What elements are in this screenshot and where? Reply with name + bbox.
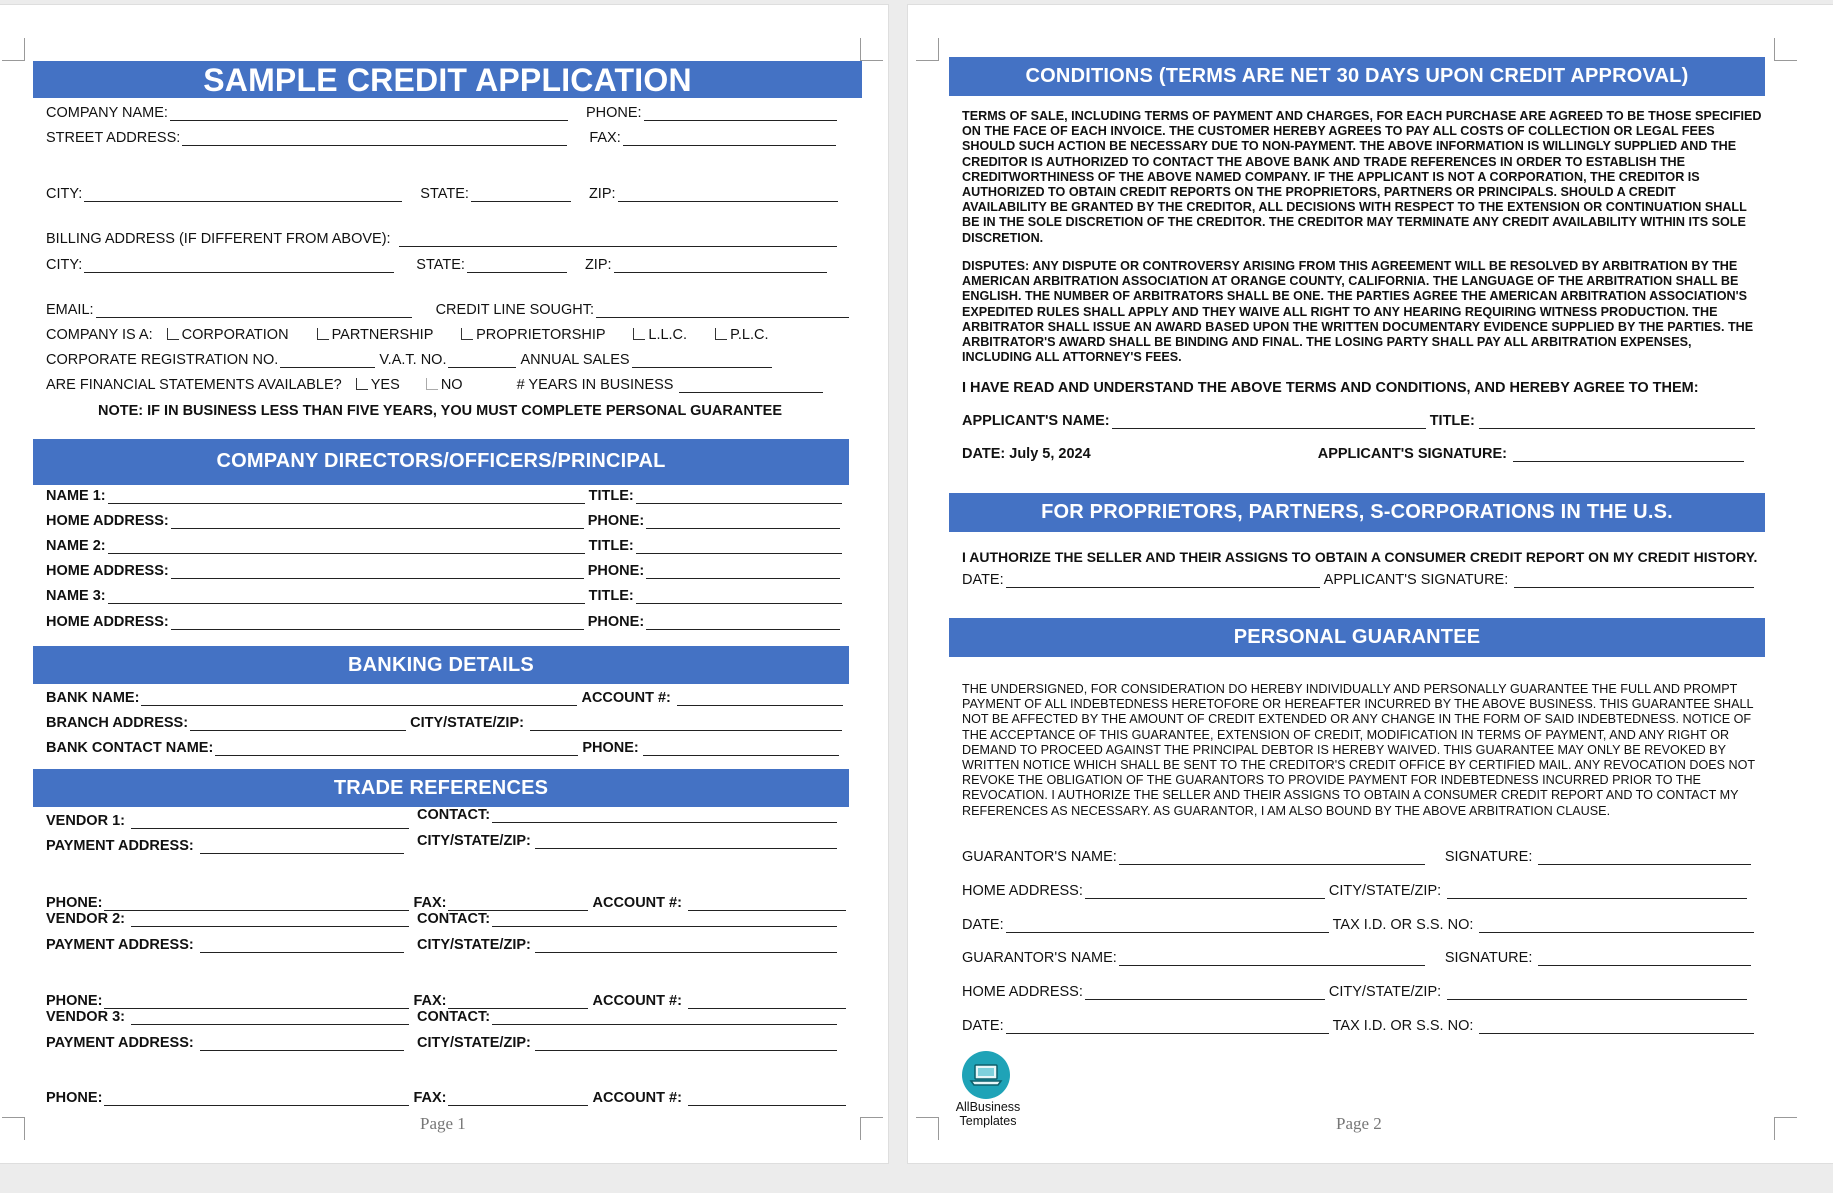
logo-line-1: AllBusiness [955,1100,1021,1114]
authorize-statement: I AUTHORIZE THE SELLER AND THEIR ASSIGNS TO OBTAIN A CONSUMER CREDIT REPORT ON MY CREDIT HISTORY. [962,549,1758,565]
page-number: Page 2 [1336,1114,1382,1133]
csz-2-row [417,937,837,953]
billing-city-row [46,257,841,273]
applicant-title-field[interactable] [1479,415,1755,429]
guarantee-section-header: PERSONAL GUARANTEE [949,618,1765,657]
street-address-label: STREET ADDRESS: [46,130,181,146]
contact-1-field[interactable] [492,809,837,823]
director-1-address-field[interactable] [171,515,584,529]
director-2-address-row [46,563,854,579]
authorize-signature-field[interactable] [1514,574,1754,588]
proprietorship-label: PROPRIETORSHIP [476,327,606,343]
contact-label: CONTACT: [417,807,491,823]
vat-label: V.A.T. NO. [379,352,447,368]
applicant-signature-label: APPLICANT'S SIGNATURE: [1323,572,1509,588]
authorize-date-row [962,572,1754,588]
llc-checkbox[interactable] [633,328,645,340]
trade-2-fax-field[interactable] [448,995,588,1009]
contact-2-field[interactable] [492,913,837,927]
plc-checkbox[interactable] [715,328,727,340]
guarantor-name-label: GUARANTOR'S NAME: [962,950,1117,966]
payment-address-3-row [46,1035,404,1051]
company-name-row [46,105,851,121]
applicant-signature-field[interactable] [1513,448,1744,462]
terms-paragraph: TERMS OF SALE, INCLUDING TERMS OF PAYMENT AND CHARGES, FOR EACH PURCHASE ARE AGREED TO BE THOSE SPECIFIED ON THE FACE OF EACH INVOICE. THE CUSTOMER HEREBY AGREES TO PAY ALL COSTS OF COLLECTION OR LEGAL FEES SHOULD SUCH ACTION BE NECESSARY DUE TO NON-PAYMENT. THE ABOVE INFORMATION IS WILLINGLY SUPPLIED AND THE CREDITOR IS AUTHORIZED TO CONTACT THE ABOVE BANK AND TRADE REFERENCES IN ORDER TO ESTABLISH THE CREDITWORTHINESS OF THE ABOVE NAMED COMPANY. IF THE APPLICANT IS NOT A CORPORATION, THE CREDITOR IS AUTHORIZED TO OBTAIN CREDIT REPORTS ON THE PROPRIETORS, PARTNERS OR PRINCIPALS. SHOULD A CREDIT AVAILABILITY BE GRANTED BY THE CREDITOR, ALL DECISIONS WITH RESPECT TO THE EXTENSION OR CONTINUATION SHALL BE IN THE SOLE DISCRETION OF THE CREDITOR. THE CREDITOR MAY TERMINATE ANY CREDIT AVAILABILITY WITHIN ITS SOLE DISCRETION. [962,109,1762,245]
tax-id-label: TAX I.D. OR S.S. NO: [1332,917,1474,933]
vendor-1-row [46,813,409,829]
account-label: ACCOUNT #: [592,993,682,1009]
guarantor-1-name-field[interactable] [1119,851,1425,865]
home-address-label: HOME ADDRESS: [46,563,169,579]
state-field[interactable] [471,188,571,202]
crop-mark [916,1117,939,1140]
contact-2-row [417,911,837,927]
phone-label: PHONE: [585,105,642,121]
trade-3-phone-row [46,1090,860,1106]
billing-address-label: BILLING ADDRESS (IF DIFFERENT FROM ABOVE): [46,231,391,247]
billing-zip-field[interactable] [614,259,827,273]
trade-3-account-field[interactable] [688,1092,846,1106]
director-1-phone-field[interactable] [646,515,840,529]
applicant-name-label: APPLICANT'S NAME: [962,413,1110,429]
home-address-label: HOME ADDRESS: [962,883,1083,899]
zip-label: ZIP: [584,257,612,273]
crop-mark [860,38,883,61]
crop-mark [1774,1117,1797,1140]
years-label: # YEARS IN BUSINESS [516,377,674,393]
email-field[interactable] [96,304,412,318]
crop-mark [860,1117,883,1140]
applicant-name-row [962,413,1755,429]
proprietorship-checkbox[interactable] [461,328,473,340]
guarantee-paragraph: THE UNDERSIGNED, FOR CONSIDERATION DO HEREBY INDIVIDUALLY AND PERSONALLY GUARANTEE THE FULL AND PROMPT PAYMENT OF ALL INDEBTEDNESS HERETOFORE OR HEREAFTER INCURRED BY THE ABOVE BUSINESS. THIS GUARANTEE SHALL NOT BE AFFECTED BY THE AMOUNT OF CREDIT EXTENDED OR ANY CHANGE IN THE FORM OF SAID INDEBTEDNESS. NOTICE OF THE ACCEPTANCE OF THIS GUARANTEE, EXTENSION OF CREDIT, MODIFICATION IN TERMS OF PAYMENT, AND ANY RIGHT OR DEMAND TO PROCEED AGAINST THE PRINCIPAL DEBTOR IS HEREBY WAIVED. THIS GUARANTEE MAY ONLY BE REVOKED BY WRITTEN NOTICE WHICH SHALL BE SENT TO THE CREDITOR'S CREDIT OFFICE BY CERTIFIED MAIL. ANY REVOCATION DOES NOT REVOKE THE OBLIGATION OF THE GUARANTORS TO PROVIDE PAYMENT FOR INDEBTEDNESS INCURRED PRIOR TO THE REVOCATION. I AUTHORIZE THE SELLER AND THEIR ASSIGNS TO OBTAIN A CONSUMER CREDIT REPORT AND TO CONTACT MY REFERENCES AS NECESSARY. AS GUARANTOR, I AM ALSO BOUND BY THE ABOVE ARBITRATION CLAUSE. [962,682,1755,818]
llc-label: L.L.C. [648,327,688,343]
guarantor-2-name-field[interactable] [1119,952,1425,966]
branch-address-row [46,715,856,731]
trade-2-phone-row [46,993,860,1009]
payment-address-1-row [46,838,404,854]
vendor-label: VENDOR 1: [46,813,125,829]
director-2-phone-field[interactable] [646,565,840,579]
trade-1-phone-field[interactable] [104,897,409,911]
guarantor-2-date-row [962,1018,1754,1034]
city-label: CITY: [46,186,83,202]
crop-mark [1774,38,1797,61]
title-label: TITLE: [588,488,634,504]
page-number: Page 1 [420,1114,466,1133]
guarantor-1-signature-field[interactable] [1538,851,1751,865]
guarantor-2-address-field[interactable] [1085,986,1325,1000]
city-state-zip-label: CITY/STATE/ZIP: [417,833,531,849]
home-address-label: HOME ADDRESS: [46,614,169,630]
director-1-name-field[interactable] [108,490,585,504]
director-3-name-field[interactable] [108,590,585,604]
banking-section-header: BANKING DETAILS [33,646,849,684]
corp-reg-field[interactable] [280,354,375,368]
street-address-row [46,130,850,146]
signature-label: SIGNATURE: [1444,849,1533,865]
bank-account-field[interactable] [677,692,843,706]
city-state-zip-label: CITY/STATE/ZIP: [1328,984,1442,1000]
yes-checkbox[interactable] [356,378,368,390]
vendor-label: VENDOR 3: [46,1009,125,1025]
laptop-icon [962,1051,1010,1099]
credit-line-label: CREDIT LINE SOUGHT: [435,302,595,318]
company-type-label: COMPANY IS A: [46,327,153,343]
phone-label: PHONE: [46,1090,103,1106]
home-address-label: HOME ADDRESS: [46,513,169,529]
vendor-label: VENDOR 2: [46,911,125,927]
director-2-name-field[interactable] [108,540,585,554]
title-label: TITLE: [588,538,634,554]
contact-label: CONTACT: [417,1009,491,1025]
vendor-2-field[interactable] [131,913,409,927]
proprietors-section-header: FOR PROPRIETORS, PARTNERS, S-CORPORATIONS IN THE U.S. [949,493,1765,532]
signed-date: DATE: July 5, 2024 [962,446,1091,462]
city-row [46,186,852,202]
director-3-phone-field[interactable] [646,616,840,630]
bank-name-label: BANK NAME: [46,690,140,706]
guarantor-1-date-row [962,917,1754,933]
csz-3-field[interactable] [535,1037,837,1051]
guarantor-1-name-row [962,849,1751,865]
vendor-2-row [46,911,409,927]
phone-field[interactable] [644,107,837,121]
state-label: STATE: [420,186,469,202]
guarantor-1-date-field[interactable] [1006,919,1329,933]
csz-1-field[interactable] [535,835,837,849]
billing-address-row [46,231,851,247]
contact-3-row [417,1009,837,1025]
financial-row [46,377,837,393]
trade-section-header: TRADE REFERENCES [33,769,849,807]
email-label: EMAIL: [46,302,94,318]
company-name-field[interactable] [170,107,568,121]
guarantor-2-tax-field[interactable] [1479,1020,1754,1034]
fax-label: FAX: [589,130,621,146]
account-label: ACCOUNT #: [592,1090,682,1106]
corporation-checkbox[interactable] [167,328,179,340]
allbusiness-logo-icon [962,1051,1010,1099]
date-signature-row [962,446,1744,462]
guarantee-note: NOTE: IF IN BUSINESS LESS THAN FIVE YEARS, YOU MUST COMPLETE PERSONAL GUARANTEE [98,403,782,419]
payment-address-1-field[interactable] [200,840,404,854]
bank-contact-field[interactable] [215,742,578,756]
signature-label: SIGNATURE: [1444,950,1533,966]
city-state-zip-label: CITY/STATE/ZIP: [1328,883,1442,899]
bank-contact-label: BANK CONTACT NAME: [46,740,214,756]
payment-address-label: PAYMENT ADDRESS: [46,1035,194,1051]
guarantor-1-address-field[interactable] [1085,885,1325,899]
company-type-row [46,327,769,343]
contact-label: CONTACT: [417,911,491,927]
zip-label: ZIP: [588,186,616,202]
city-state-zip-label: CITY/STATE/ZIP: [410,715,524,731]
applicant-name-field[interactable] [1112,415,1426,429]
yes-label: YES [370,377,400,393]
partnership-checkbox[interactable] [317,328,329,340]
director-2-name-row [46,538,856,554]
applicant-signature-label: APPLICANT'S SIGNATURE: [1317,446,1507,462]
title-label: TITLE: [1429,413,1475,429]
director-3-address-row [46,614,854,630]
guarantor-1-csz-field[interactable] [1447,885,1747,899]
guarantor-2-signature-field[interactable] [1538,952,1751,966]
contact-1-row [417,807,837,823]
branch-address-label: BRANCH ADDRESS: [46,715,189,731]
billing-state-field[interactable] [467,259,567,273]
director-2-address-field[interactable] [171,565,584,579]
trade-1-phone-row [46,895,860,911]
city-label: CITY: [46,257,83,273]
director-1-title-field[interactable] [636,490,842,504]
trade-3-phone-field[interactable] [104,1092,409,1106]
street-address-field[interactable] [182,132,567,146]
bank-phone-field[interactable] [643,742,839,756]
guarantor-2-address-row [962,984,1747,1000]
guarantor-name-label: GUARANTOR'S NAME: [962,849,1117,865]
trade-2-account-field[interactable] [688,995,846,1009]
page-1 [0,5,888,1163]
director-1-name-row [46,488,856,504]
crop-mark [2,38,25,61]
fax-label: FAX: [413,1090,447,1106]
crop-mark [2,1117,25,1140]
guarantor-2-csz-field[interactable] [1447,986,1747,1000]
trade-1-account-field[interactable] [688,897,846,911]
no-checkbox[interactable] [426,378,438,390]
fax-field[interactable] [623,132,836,146]
csz-2-field[interactable] [535,939,837,953]
branch-address-field[interactable] [190,717,406,731]
date-label: DATE: [962,917,1004,933]
plc-label: P.L.C. [730,327,769,343]
bank-name-field[interactable] [141,692,577,706]
director-2-title-field[interactable] [636,540,842,554]
registration-row [46,352,786,368]
director-1-address-row [46,513,854,529]
state-label: STATE: [416,257,465,273]
csz-3-row [417,1035,837,1051]
email-row [46,302,863,318]
agree-statement: I HAVE READ AND UNDERSTAND THE ABOVE TERMS AND CONDITIONS, AND HEREBY AGREE TO THEM: [962,380,1699,396]
disputes-paragraph: DISPUTES: ANY DISPUTE OR CONTROVERSY ARISING FROM THIS AGREEMENT WILL BE RESOLVED BY ARBITRATION BY THE AMERICAN ARBITRATION ASSOCIATION AT ORANGE COUNTY, CALIFORNIA. THE LANGUAGE OF THE ARBITRATION SHALL BE ENGLISH. THE NUMBER OF ARBITRATORS SHALL BE ONE. THE PARTIES AGREE THE AMERICAN ARBITRATION ASSOCIATION'S EXPEDITED RULES SHALL APPLY AND THEY WAIVE ALL RIGHT TO ANY HEARING REQUIRING WITNESS PRODUCTION. THE ARBITRATOR SHALL ISSUE AN AWARD BASED UPON THE WRITTEN DOCUMENTARY EVIDENCE SUPPLIED BY THE PARTIES. THE ARBITRATOR'S AWARD SHALL BE BINDING AND FINAL. THE LOSING PARTY SHALL PAY ALL ARBITRATION EXPENSES, INCLUDING ALL ATTORNEY'S FEES. [962,259,1754,365]
vendor-3-row [46,1009,409,1025]
payment-address-2-row [46,937,404,953]
trade-3-fax-field[interactable] [448,1092,588,1106]
directors-section-header: COMPANY DIRECTORS/OFFICERS/PRINCIPAL [33,439,849,485]
years-field[interactable] [679,379,823,393]
director-3-address-field[interactable] [171,616,584,630]
corporation-label: CORPORATION [181,327,289,343]
financial-question-label: ARE FINANCIAL STATEMENTS AVAILABLE? [46,377,342,393]
city-field[interactable] [84,188,402,202]
date-label: DATE: [962,572,1004,588]
company-name-label: COMPANY NAME: [46,105,168,121]
payment-address-label: PAYMENT ADDRESS: [46,937,194,953]
date-label: DATE: [962,1018,1004,1034]
trade-1-fax-field[interactable] [448,897,588,911]
payment-address-label: PAYMENT ADDRESS: [46,838,194,854]
no-label: NO [440,377,463,393]
form-title: SAMPLE CREDIT APPLICATION [33,61,862,98]
corp-reg-label: CORPORATE REGISTRATION NO. [46,352,279,368]
name-label: NAME 1: [46,488,106,504]
csz-1-row [417,833,837,849]
partnership-label: PARTNERSHIP [331,327,434,343]
vat-field[interactable] [448,354,516,368]
city-state-zip-label: CITY/STATE/ZIP: [417,937,531,953]
guarantor-2-date-field[interactable] [1006,1020,1329,1034]
annual-sales-field[interactable] [632,354,772,368]
authorize-date-field[interactable] [1006,574,1320,588]
guarantor-2-name-row [962,950,1751,966]
title-label: TITLE: [588,588,634,604]
phone-label: PHONE: [46,993,103,1009]
annual-sales-label: ANNUAL SALES [520,352,630,368]
home-address-label: HOME ADDRESS: [962,984,1083,1000]
payment-address-3-field[interactable] [200,1037,404,1051]
phone-label: PHONE: [587,513,645,529]
tax-id-label: TAX I.D. OR S.S. NO: [1332,1018,1474,1034]
credit-line-field[interactable] [596,304,849,318]
conditions-section-header: CONDITIONS (TERMS ARE NET 30 DAYS UPON CREDIT APPROVAL) [949,57,1765,96]
phone-label: PHONE: [587,563,645,579]
crop-mark [916,38,939,61]
payment-address-2-field[interactable] [200,939,404,953]
branch-city-field[interactable] [530,717,842,731]
bank-name-row [46,690,857,706]
director-3-name-row [46,588,856,604]
fax-label: FAX: [413,993,447,1009]
guarantor-1-tax-field[interactable] [1479,919,1754,933]
account-label: ACCOUNT #: [592,895,682,911]
vendor-1-field[interactable] [131,815,409,829]
logo-line-2: Templates [959,1114,1017,1128]
phone-label: PHONE: [46,895,103,911]
city-state-zip-label: CITY/STATE/ZIP: [417,1035,531,1051]
phone-label: PHONE: [582,740,639,756]
guarantor-1-address-row [962,883,1747,899]
bank-contact-row [46,740,853,756]
billing-city-field[interactable] [84,259,394,273]
zip-field[interactable] [618,188,838,202]
vendor-3-field[interactable] [131,1011,409,1025]
trade-2-phone-field[interactable] [104,995,409,1009]
phone-label: PHONE: [587,614,645,630]
name-label: NAME 2: [46,538,106,554]
contact-3-field[interactable] [492,1011,837,1025]
logo-caption [942,1100,1034,1128]
account-label: ACCOUNT #: [581,690,671,706]
name-label: NAME 3: [46,588,106,604]
director-3-title-field[interactable] [636,590,842,604]
billing-address-field[interactable] [399,233,837,247]
fax-label: FAX: [413,895,447,911]
